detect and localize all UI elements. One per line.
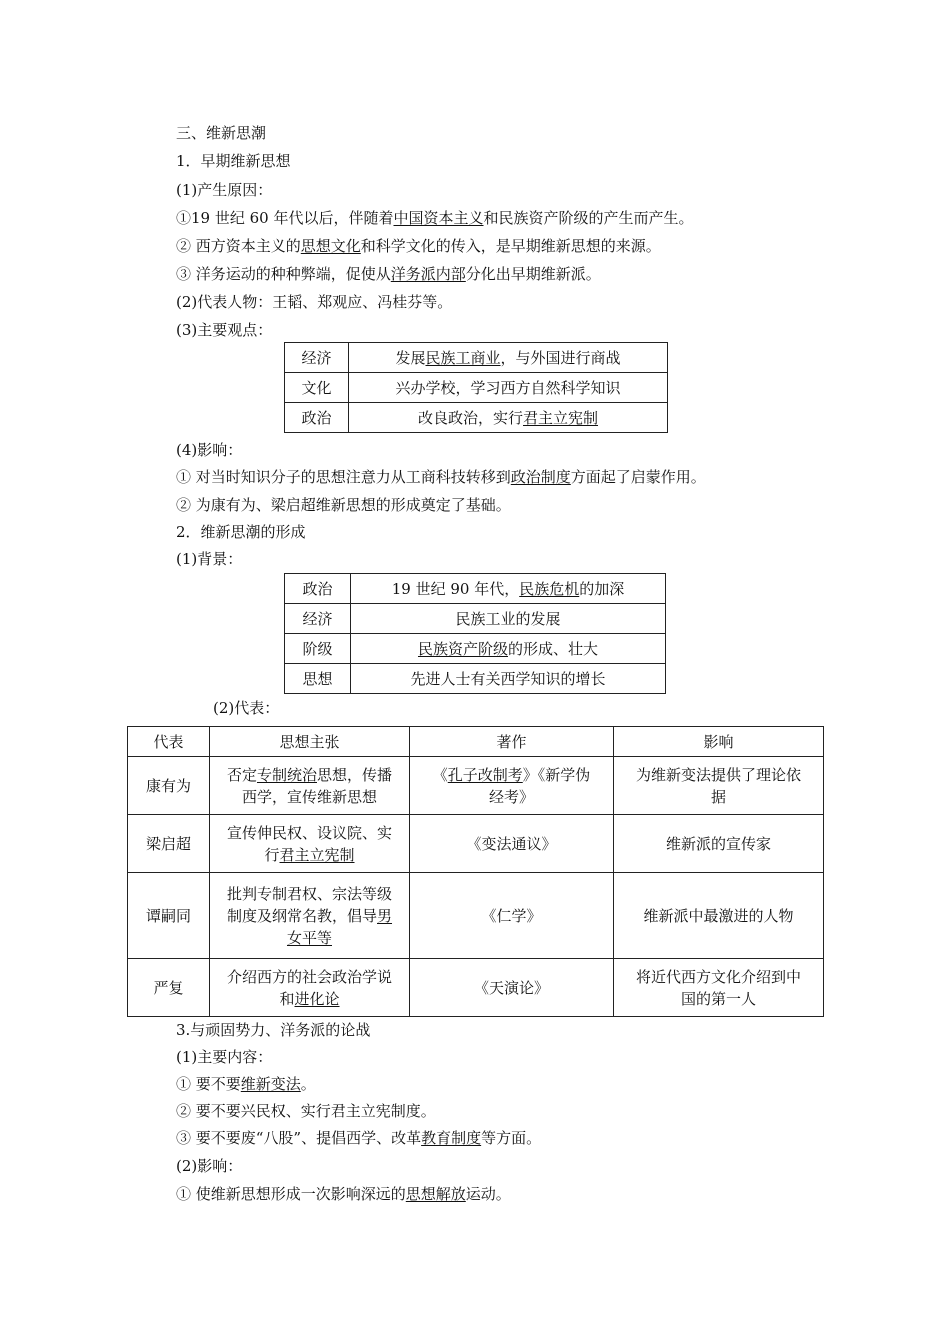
content-3: ③ 要不要废“八股”、提倡西学、改革教育制度等方面。	[176, 1129, 542, 1147]
content-label: (1)主要内容：	[176, 1048, 273, 1066]
views-key: 经济	[285, 343, 349, 373]
table-row	[285, 664, 666, 694]
background-key: 政治	[285, 574, 351, 604]
content-1: ① 要不要维新变法。	[176, 1075, 316, 1093]
rep-influence: 为维新变法提供了理论依 据	[614, 757, 824, 815]
table-row	[285, 634, 666, 664]
views-key: 政治	[285, 403, 349, 433]
rep-name: 谭嗣同	[128, 873, 210, 959]
background-table	[284, 573, 666, 694]
views-label: (3)主要观点：	[176, 321, 273, 339]
table-row	[285, 403, 668, 433]
rep-name: 严复	[128, 959, 210, 1017]
causes-label: (1)产生原因：	[176, 181, 273, 199]
rep-name: 梁启超	[128, 815, 210, 873]
part2-title: 2．维新思潮的形成	[176, 523, 306, 541]
views-key: 文化	[285, 373, 349, 403]
views-value: 发展民族工商业，与外国进行商战	[349, 343, 668, 373]
representatives-table	[127, 726, 824, 1017]
cause-1: ①19 世纪 60 年代以后，伴随着中国资本主义和民族资产阶级的产生而产生。	[176, 209, 694, 227]
table-row	[128, 959, 824, 1017]
rep-influence: 维新派的宣传家	[614, 815, 824, 873]
rep-idea: 否定专制统治思想，传播 西学，宣传维新思想	[210, 757, 410, 815]
rep-influence: 将近代西方文化介绍到中 国的第一人	[614, 959, 824, 1017]
rep-idea: 宣传伸民权、设议院、实 行君主立宪制	[210, 815, 410, 873]
impact-1: ① 对当时知识分子的思想注意力从工商科技转移到政治制度方面起了启蒙作用。	[176, 468, 706, 486]
views-value: 兴办学校，学习西方自然科学知识	[349, 373, 668, 403]
rep-idea: 介绍西方的社会政治学说 和进化论	[210, 959, 410, 1017]
background-value: 民族资产阶级的形成、壮大	[351, 634, 666, 664]
background-label: (1)背景：	[176, 550, 243, 568]
representatives-label: (2)代表：	[213, 699, 280, 717]
table-row	[128, 873, 824, 959]
background-value: 先进人士有关西学知识的增长	[351, 664, 666, 694]
rep-work: 《变法通议》	[410, 815, 614, 873]
rep-idea: 批判专制君权、宗法等级 制度及纲常名教，倡导男 女平等	[210, 873, 410, 959]
header-cell: 著作	[410, 727, 614, 757]
table-row	[128, 815, 824, 873]
views-table	[284, 342, 668, 433]
background-key: 阶级	[285, 634, 351, 664]
rep-work: 《孔子改制考》《新学伪 经考》	[410, 757, 614, 815]
table-row	[128, 757, 824, 815]
part3-impact-label: (2)影响：	[176, 1157, 243, 1175]
table-row	[285, 574, 666, 604]
impact-label: (4)影响：	[176, 441, 243, 459]
header-cell: 影响	[614, 727, 824, 757]
representative-figures: (2)代表人物：王韬、郑观应、冯桂芬等。	[176, 293, 453, 311]
rep-work: 《仁学》	[410, 873, 614, 959]
background-value: 民族工业的发展	[351, 604, 666, 634]
table-row	[285, 373, 668, 403]
background-value: 19 世纪 90 年代，民族危机的加深	[351, 574, 666, 604]
table-header-row	[128, 727, 824, 757]
rep-work: 《天演论》	[410, 959, 614, 1017]
background-key: 经济	[285, 604, 351, 634]
table-row	[285, 604, 666, 634]
background-key: 思想	[285, 664, 351, 694]
header-cell: 思想主张	[210, 727, 410, 757]
part3-impact-1: ① 使维新思想形成一次影响深远的思想解放运动。	[176, 1185, 511, 1203]
table-row	[285, 343, 668, 373]
part1-title: 1．早期维新思想	[176, 152, 291, 170]
rep-name: 康有为	[128, 757, 210, 815]
impact-2: ② 为康有为、梁启超维新思想的形成奠定了基础。	[176, 496, 511, 514]
section-heading: 三、维新思潮	[176, 124, 267, 142]
cause-3: ③ 洋务运动的种种弊端，促使从洋务派内部分化出早期维新派。	[176, 265, 601, 283]
cause-2: ② 西方资本主义的思想文化和科学文化的传入，是早期维新思想的来源。	[176, 237, 661, 255]
rep-influence: 维新派中最激进的人物	[614, 873, 824, 959]
views-value: 改良政治，实行君主立宪制	[349, 403, 668, 433]
header-cell: 代表	[128, 727, 210, 757]
content-2: ② 要不要兴民权、实行君主立宪制度。	[176, 1102, 436, 1120]
part3-title: 3.与顽固势力、洋务派的论战	[176, 1021, 371, 1039]
